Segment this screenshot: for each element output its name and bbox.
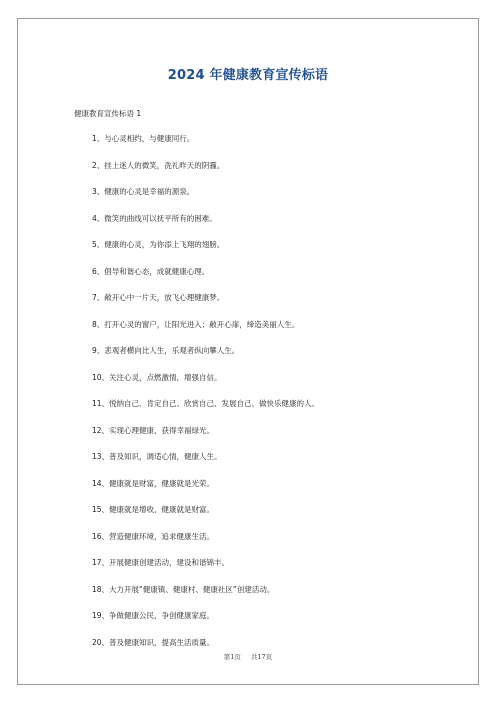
list-item: 13、普及知识，调适心情，健康人生。 (92, 452, 222, 461)
list-item: 4、微笑的曲线可以抚平所有的困难。 (92, 213, 217, 223)
list-item: 1、与心灵相约，与健康同行。 (92, 134, 195, 143)
list-item: 19、争做健康公民，争创健康家庭。 (92, 611, 215, 620)
page-current: 第1页 (223, 653, 241, 661)
list-item: 16、营造健康环境，追求健康生活。 (92, 531, 215, 541)
list-item: 10、关注心灵，点燃激情，增强自信。 (92, 372, 222, 382)
list-item: 11、悦纳自己、肯定自己、欣赏自己、发展自己、做快乐健康的人。 (92, 399, 320, 408)
list-item: 12、实现心理健康，获得幸福绿光。 (92, 425, 215, 435)
list-item: 14、健康就是财富，健康就是光荣。 (92, 478, 215, 488)
list-item: 20、普及健康知识，提高生活质量。 (92, 637, 215, 647)
slogan-list (92, 134, 319, 664)
list-item: 3、健康的心灵是幸福的源泉。 (92, 187, 195, 196)
list-item: 9、悲观者横向比人生，乐观者纵向攀人生。 (92, 346, 240, 355)
list-item: 17、开展健康创建活动，建设和谐锦丰。 (92, 558, 230, 567)
page-footer (0, 652, 496, 661)
list-item: 8、打开心灵的窗户，让阳光进入；敞开心扉，缔造美丽人生。 (92, 319, 300, 329)
list-item: 18、大力开展“健康镇、健康村、健康社区”创建活动。 (92, 584, 275, 594)
list-item: 2、挂上迷人的微笑，洗礼昨天的阴霾。 (92, 160, 225, 170)
list-item: 6、倡导和谐心态，成就健康心理。 (92, 266, 210, 276)
page-total: 共17页 (250, 653, 273, 661)
list-item: 15、健康就是增收，健康就是财富。 (92, 505, 215, 514)
section-heading: 健康教育宣传标语 1 (74, 109, 142, 118)
list-item: 7、敞开心中一片天，放飞心理健康梦。 (92, 293, 225, 302)
list-item: 5、健康的心灵，为你添上飞翔的翅膀。 (92, 240, 225, 249)
document-title: 2024 年健康教育宣传标语 (167, 68, 329, 83)
